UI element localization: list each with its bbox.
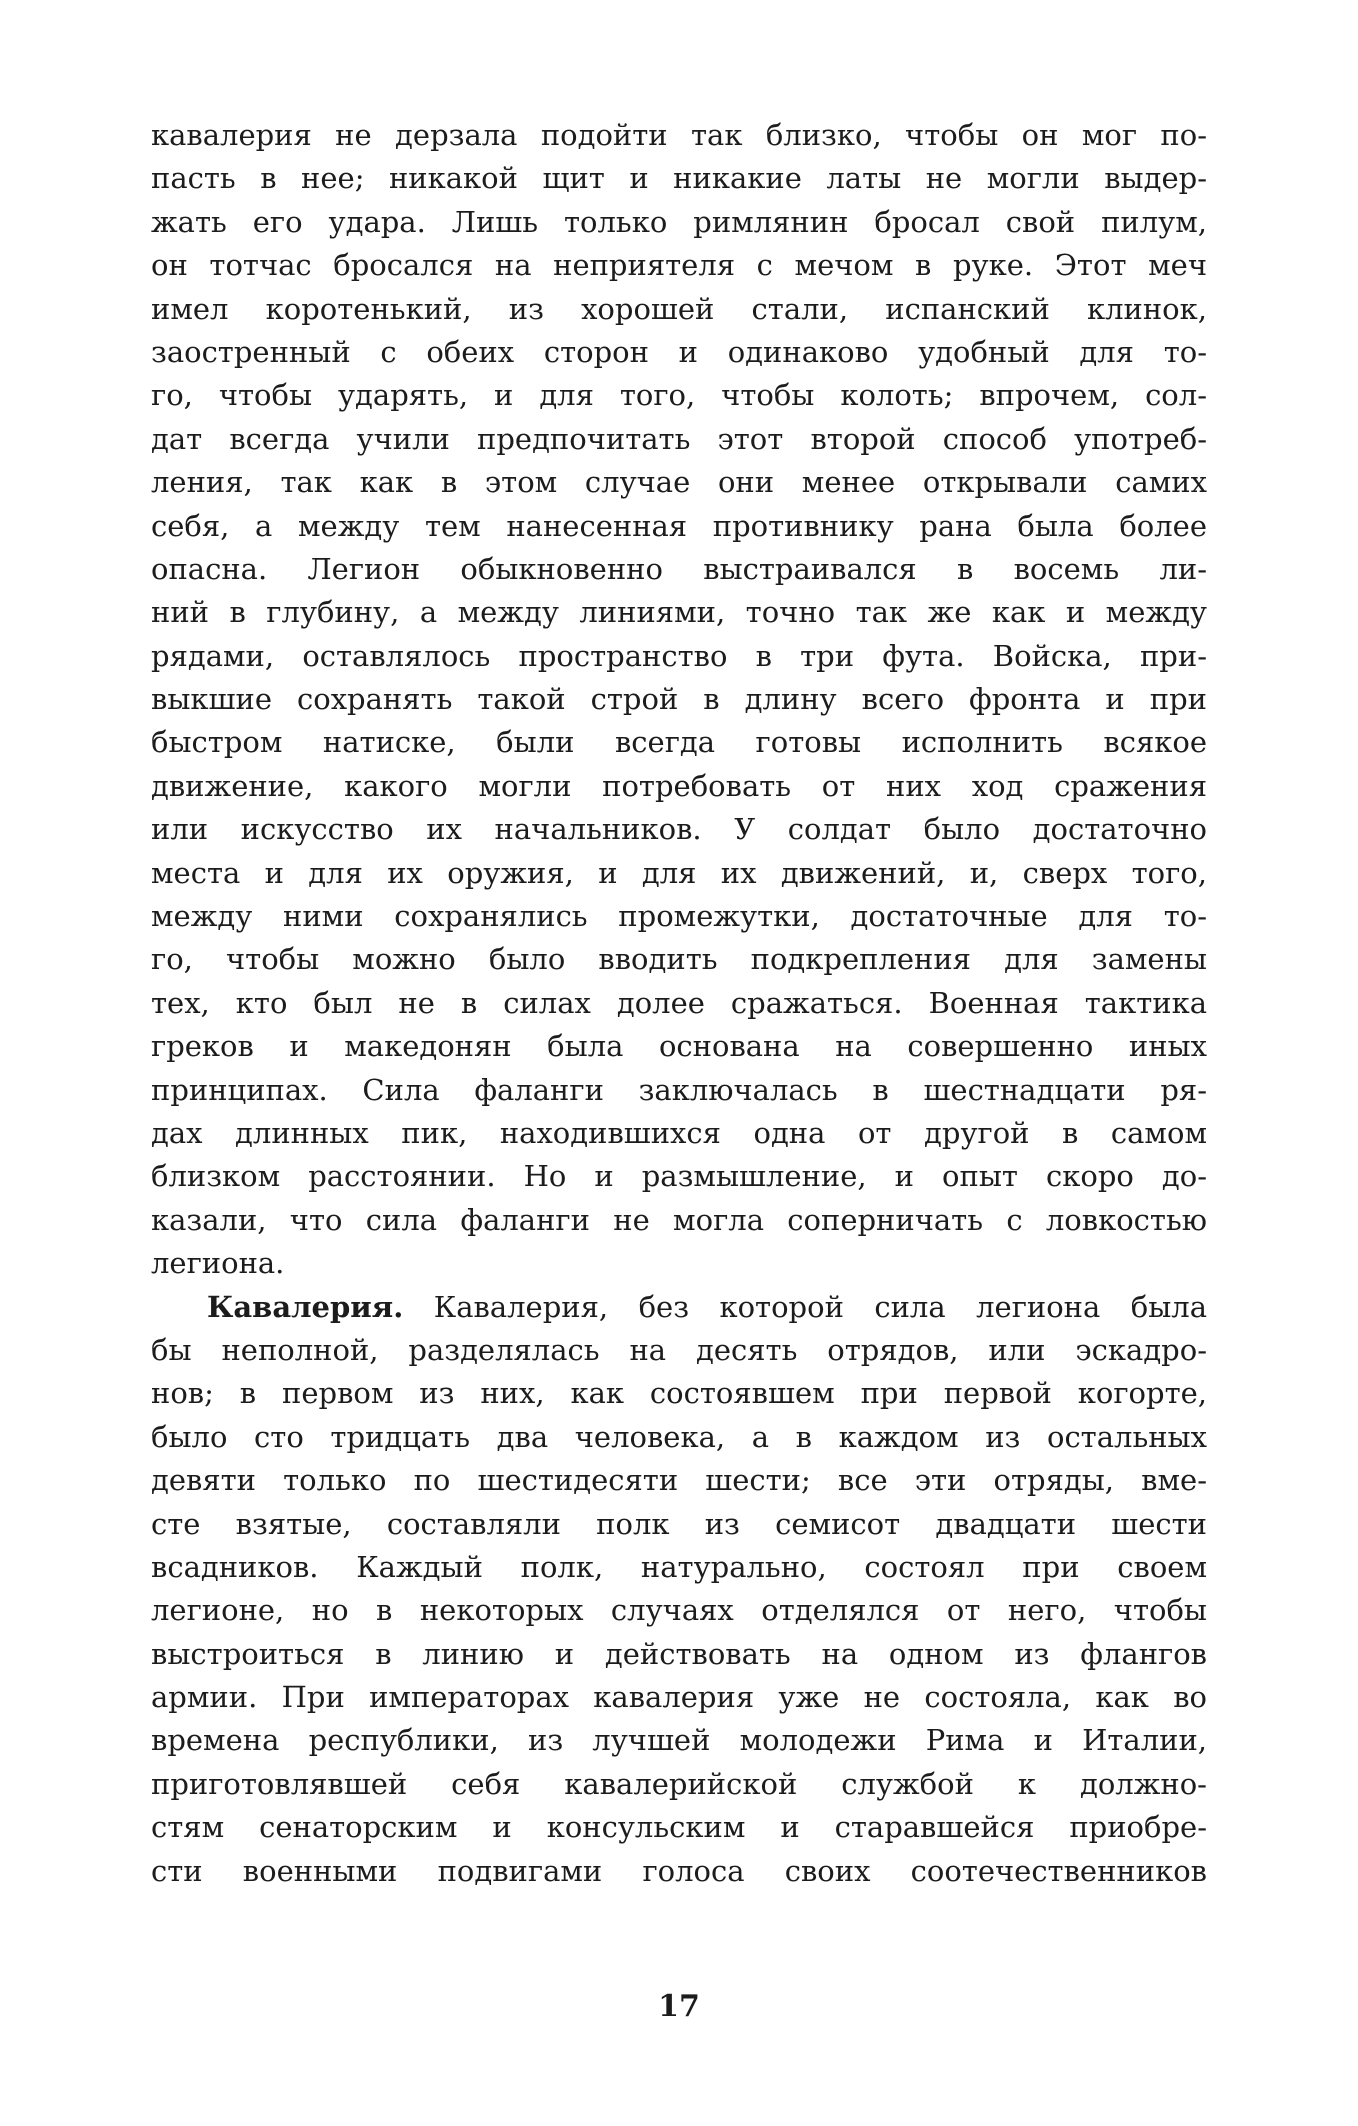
- text-line: выкшие сохранять такой строй в длину всего фронта и при: [151, 682, 1207, 717]
- text-line: опасна. Легион обыкновенно выстраивался в восемь ли-: [151, 551, 1207, 586]
- text-line: жать его удара. Лишь только римлянин бросал свой пилум,: [151, 204, 1207, 239]
- text-line: бы неполной, разделялась на десять отрядов, или эскадро-: [151, 1332, 1207, 1367]
- text-line: стям сенаторским и консульским и старавшейся приобре-: [151, 1810, 1207, 1845]
- text-line: он тотчас бросался на неприятеля с мечом в руке. Этот меч: [151, 248, 1207, 283]
- text-line: рядами, оставлялось пространство в три фута. Войска, при-: [151, 638, 1207, 673]
- text-line: имел коротенький, из хорошей стали, испанский клинок,: [151, 291, 1207, 326]
- section-heading: Кавалерия.: [207, 1289, 404, 1324]
- text-line: приготовлявшей себя кавалерийской службой к должно-: [151, 1766, 1207, 1801]
- text-line: быстром натиске, были всегда готовы исполнить всякое: [151, 725, 1207, 760]
- text-line: выстроиться в линию и действовать на одном из флангов: [151, 1636, 1207, 1671]
- text-line: легиона.: [151, 1246, 285, 1281]
- text-line: го, чтобы ударять, и для того, чтобы колоть; впрочем, сол-: [151, 378, 1207, 413]
- text-line: го, чтобы можно было вводить подкрепления для замены: [151, 942, 1207, 977]
- text-line: тех, кто был не в силах долее сражаться. Военная тактика: [151, 985, 1207, 1020]
- text-line-first: [151, 1286, 1207, 1329]
- text-line: девяти только по шестидесяти шести; все эти отряды, вме-: [151, 1463, 1207, 1498]
- text-line: времена республики, из лучшей молодежи Рима и Италии,: [151, 1723, 1207, 1758]
- text-run: Кавалерия, без которой сила легиона была: [403, 1289, 1207, 1324]
- text-line: было сто тридцать два человека, а в каждом из остальных: [151, 1419, 1207, 1454]
- text-line: себя, а между тем нанесенная противнику рана была более: [151, 508, 1207, 543]
- text-line: дат всегда учили предпочитать этот второй способ употреб-: [151, 421, 1207, 456]
- text-line: сти военными подвигами голоса своих соотечественников: [151, 1853, 1207, 1888]
- text-line: близком расстоянии. Но и размышление, и опыт скоро до-: [151, 1159, 1207, 1194]
- text-line: ления, так как в этом случае они менее открывали самих: [151, 465, 1207, 500]
- text-line: пасть в нее; никакой щит и никакие латы не могли выдер-: [151, 161, 1207, 196]
- text-line: места и для их оружия, и для их движений, и, сверх того,: [151, 855, 1207, 890]
- text-line: движение, какого могли потребовать от них ход сражения: [151, 768, 1207, 803]
- body-text: [151, 114, 1207, 1893]
- text-line: ний в глубину, а между линиями, точно так же как и между: [151, 595, 1207, 630]
- page-number: 17: [658, 1989, 700, 2024]
- text-line: сте взятые, составляли полк из семисот двадцати шести: [151, 1506, 1207, 1541]
- text-line: казали, что сила фаланги не могла соперничать с ловкостью: [151, 1202, 1207, 1237]
- text-line: заостренный с обеих сторон и одинаково удобный для то-: [151, 334, 1207, 369]
- text-line: легионе, но в некоторых случаях отделялся от него, чтобы: [151, 1593, 1207, 1628]
- text-line: дах длинных пик, находившихся одна от другой в самом: [151, 1115, 1207, 1150]
- text-line: между ними сохранялись промежутки, достаточные для то-: [151, 899, 1207, 934]
- text-line: принципах. Сила фаланги заключалась в шестнадцати ря-: [151, 1072, 1207, 1107]
- paragraph-1: [151, 114, 1207, 1286]
- text-line: нов; в первом из них, как состоявшем при первой когорте,: [151, 1376, 1207, 1411]
- text-line: греков и македонян была основана на совершенно иных: [151, 1029, 1207, 1064]
- text-line: армии. При императорах кавалерия уже не состояла, как во: [151, 1680, 1207, 1715]
- text-line: всадников. Каждый полк, натурально, состоял при своем: [151, 1549, 1207, 1584]
- text-line: или искусство их начальников. У солдат было достаточно: [151, 812, 1207, 847]
- paragraph-2: [151, 1286, 1207, 1893]
- text-line: кавалерия не дерзала подойти так близко, чтобы он мог по-: [151, 118, 1207, 152]
